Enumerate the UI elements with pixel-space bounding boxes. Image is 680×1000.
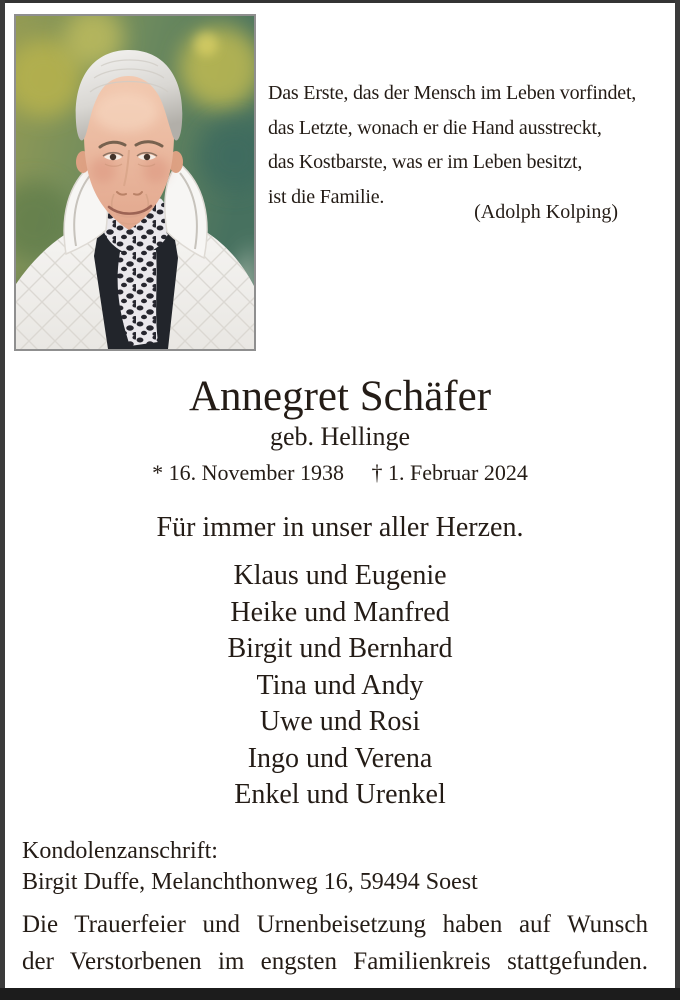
condolence-address: Birgit Duffe, Melanchthonweg 16, 59494 Soest bbox=[22, 868, 478, 895]
quote-block bbox=[268, 76, 670, 224]
condolence-label: Kondolenzanschrift: bbox=[22, 838, 218, 864]
mourner-line: Ingo und Verena bbox=[247, 742, 433, 774]
maiden-name: geb. Hellinge bbox=[269, 422, 411, 451]
mourner-line: Uwe und Rosi bbox=[259, 706, 421, 737]
frame-right bbox=[675, 0, 680, 1000]
quote-line: das Kostbarste, was er im Leben besitzt, bbox=[268, 151, 583, 173]
frame-bottom bbox=[0, 988, 680, 1000]
mourner-line: Klaus und Eugenie bbox=[233, 560, 447, 591]
funeral-notice bbox=[22, 906, 648, 980]
deceased-header bbox=[5, 372, 675, 486]
mourner-line: Tina und Andy bbox=[256, 669, 424, 701]
quote-attribution: (Adolph Kolping) bbox=[474, 201, 618, 223]
birth-date: * 16. November 1938 bbox=[152, 460, 344, 485]
mourner-line: Heike und Manfred bbox=[230, 596, 450, 628]
death-date: † 1. Februar 2024 bbox=[371, 460, 528, 485]
frame-top bbox=[0, 0, 680, 3]
elderly-woman-portrait-illustration bbox=[16, 16, 254, 349]
mourners-list bbox=[5, 558, 675, 814]
deceased-name: Annegret Schäfer bbox=[188, 373, 492, 420]
motto: Für immer in unser aller Herzen. bbox=[156, 512, 524, 543]
life-dates bbox=[5, 460, 675, 486]
quote-line: das Letzte, wonach er die Hand ausstreckt, bbox=[268, 116, 602, 139]
frame-left bbox=[0, 0, 5, 1000]
notice-line: der Verstorbenen im engsten Familienkreis stattgefunden. bbox=[22, 948, 648, 975]
notice-line: Die Trauerfeier und Urnenbeisetzung haben auf Wunsch bbox=[22, 911, 648, 938]
condolence-block bbox=[22, 836, 478, 897]
mourner-line: Birgit und Bernhard bbox=[227, 633, 453, 664]
mourner-line: Enkel und Urenkel bbox=[234, 779, 446, 810]
quote-line: ist die Familie. bbox=[268, 185, 385, 208]
portrait-photo bbox=[14, 14, 256, 351]
quote-line: Das Erste, das der Mensch im Leben vorfindet, bbox=[268, 82, 637, 104]
